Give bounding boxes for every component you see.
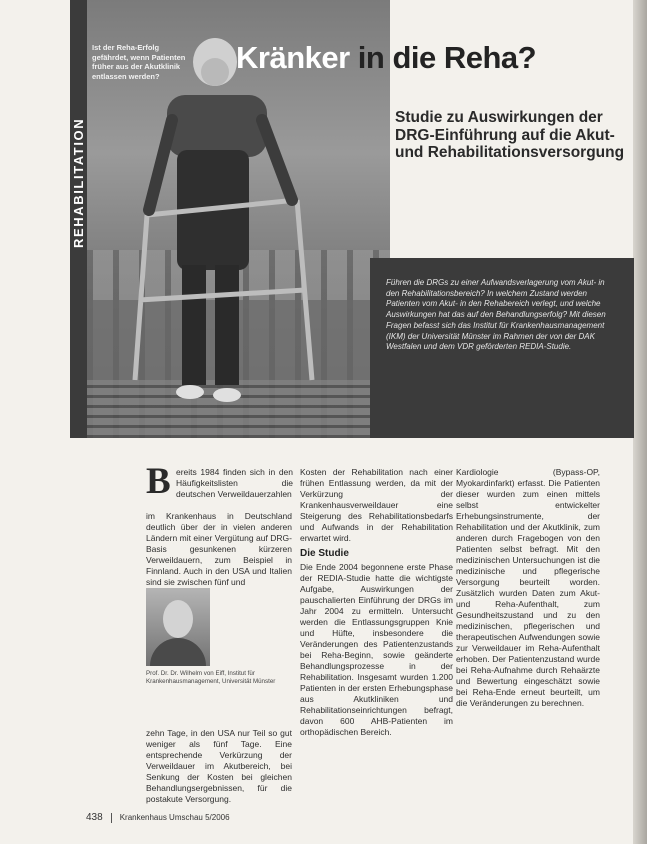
- section-heading: Die Studie: [300, 548, 349, 559]
- intro-text: Führen die DRGs zu einer Aufwandsverlagerung vom Akut- in den Rehabilitationsbereich? In welchem Zustand werden Patienten vom Akut- in den Rehabereich verlegt, und welche Auswirkungen hat das auf den Behandlungserfolg? Mit diesen Fragen befasst sich das Institut für Krankenhausmanagement (IKM) der Universität Münster im Rahmen der von der DAK Westfalen und dem VDR geförderten REDIA-Studie.: [386, 278, 606, 352]
- page-footer: [86, 812, 230, 823]
- section-rubric: [71, 232, 86, 248]
- publication-name: Krankenhaus Umschau 5/2006: [119, 813, 230, 822]
- page-edge-shadow: [633, 0, 647, 844]
- portrait-caption: Prof. Dr. Dr. Wilhelm von Eiff, Institut für Krankenhausmanagement, Universität Münster: [146, 670, 276, 685]
- portrait-shoulders: [150, 638, 206, 666]
- column2-intro: Kosten der Rehabilitation nach einer frühen Entlassung werden, da mit der Verkürzung der Krankenhausverweildauer eine Steigerung des Rehabilitationsbedarfs und Aufwands in der Rehabilitation erwartet wird.: [300, 467, 453, 543]
- column3: Kardiologie (Bypass-OP, Myokardinfarkt) erfasst. Die Patienten dieser wurden zum einen mittels selbst entwickelter Erhebungsinstrumente, der Rehabilitation und der Akutklinik, zum anderen durch Fragebogen von den Patienten selbst befragt. Mit den medizinischen Untersuchungen ist die medizinische und pflegerische Versorgung beurteilt worden. Zusätzlich wurden Daten zum Akut- und Reha-Aufenthalt, zum Gesundheitszustand und zu den medizinischen, pflegerischen und therapeutischen Aufwendungen sowie zur Verweildauer im Reha-Aufenthalt erhoben. Der Patientenzustand wurde bei Reha-Aufnahme durch Rehaärzte und Bewertung eingeschätzt sowie bei Reha-Ende erneut beurteilt, um die Veränderungen zu berechnen.: [456, 467, 600, 708]
- column1-text: im Krankenhaus in Deutschland deutlich über der in vielen anderen Ländern mit einer Vergütung auf DRG-Basis gesunkenen kürzeren Verweildauern, zum Beispiel in Finnland. Auch in den USA und Italien sind sie zwischen fünf und: [146, 511, 292, 587]
- headline-part-over-photo: Kränker: [236, 40, 350, 75]
- photo-caption: Ist der Reha-Erfolg gefährdet, wenn Patienten früher aus der Akutklinik entlassen werden?: [92, 43, 186, 81]
- column1-first-lines: ereits 1984 finden sich in den Häufigkeitslisten die deutschen Verweildauerzahlen: [176, 467, 293, 499]
- page-title: [236, 40, 536, 76]
- column2-body: Die Ende 2004 begonnene erste Phase der REDIA-Studie hatte die wichtigste Aufgabe, Auswirkungen der pauschalierten Einführung der DRGs im Jahr 2004 zu ermitteln. Untersucht werden die Entlassungsgruppen Knie und Hüfte, insbesondere die Veränderungen des Patientenzustands bei Reha-Beginn, sowie geänderte Behandlungsprozesse in der Rehabilitation. Insgesamt wurden 1.200 Patienten in der ersten Erhebungsphase aus Akutkliniken und Rehabilitationseinrichtungen befragt, davon 600 AHB-Patienten im orthopädischen Bereich.: [300, 562, 453, 737]
- column2: [300, 467, 453, 738]
- page-number: 438: [86, 812, 103, 823]
- portrait-face: [163, 600, 193, 638]
- headline-part: in die Reha?: [349, 40, 537, 75]
- drop-cap: B: [146, 461, 171, 502]
- column1-continued: zehn Tage, in den USA nur Teil so gut weniger als fünf Tage. Eine entsprechende Verkürzung der Verweildauer im Akutbereich, bei Senkung der Kosten bei gleichen Behandlungsergebnissen, für die postakute Versorgung.: [146, 728, 292, 804]
- footer-separator: [111, 813, 112, 823]
- author-portrait: [146, 588, 210, 666]
- subheadline: Studie zu Auswirkungen der DRG-Einführung auf die Akut- und Rehabilitationsversorgung: [395, 109, 625, 161]
